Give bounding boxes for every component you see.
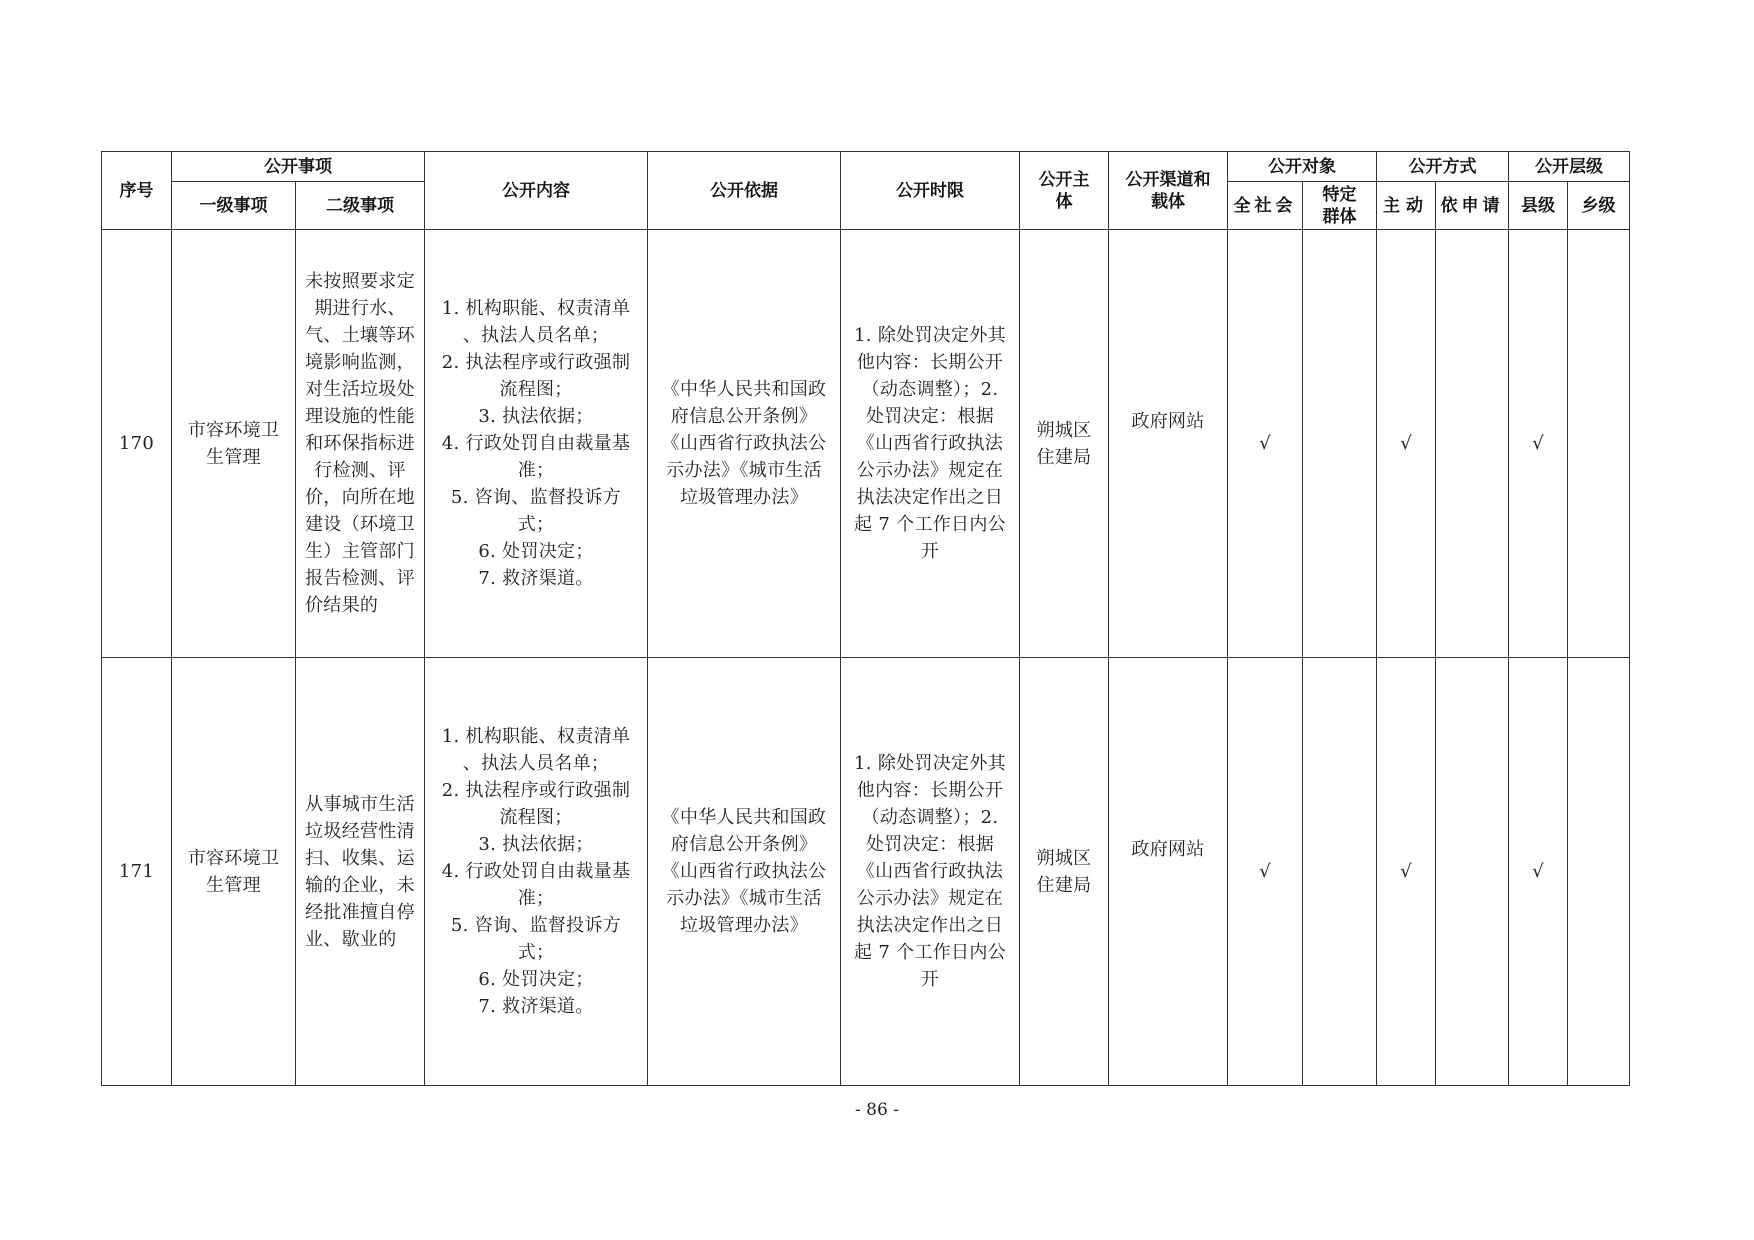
header-basis: 公开依据 xyxy=(648,152,841,230)
header-county: 县级 xyxy=(1509,182,1568,230)
cell-whole-society-check: √ xyxy=(1228,230,1303,658)
header-specific-group: 特定 群体 xyxy=(1303,182,1377,230)
header-level2: 二级事项 xyxy=(296,182,425,230)
cell-on-request-check xyxy=(1436,230,1509,658)
cell-seq: 171 xyxy=(102,658,172,1086)
cell-seq: 170 xyxy=(102,230,172,658)
cell-township-check xyxy=(1568,658,1630,1086)
table-row xyxy=(102,658,1630,1086)
header-items-group: 公开事项 xyxy=(172,152,425,182)
header-level1: 一级事项 xyxy=(172,182,296,230)
cell-specific-group-check xyxy=(1303,658,1377,1086)
disclosure-table xyxy=(101,151,1630,1086)
cell-county-check: √ xyxy=(1509,230,1568,658)
header-on-request: 依申请 xyxy=(1436,182,1509,230)
cell-whole-society-check: √ xyxy=(1228,658,1303,1086)
cell-channel: 政府网站 xyxy=(1109,230,1228,658)
cell-channel: 政府网站 xyxy=(1109,658,1228,1086)
table-row xyxy=(102,230,1630,658)
cell-active-check: √ xyxy=(1377,230,1436,658)
header-whole-society: 全社会 xyxy=(1228,182,1303,230)
cell-active-check: √ xyxy=(1377,658,1436,1086)
cell-township-check xyxy=(1568,230,1630,658)
cell-on-request-check xyxy=(1436,658,1509,1086)
header-audience-group: 公开对象 xyxy=(1228,152,1377,182)
header-seq: 序号 xyxy=(102,152,172,230)
cell-subject: 朔城区 住建局 xyxy=(1020,230,1109,658)
header-active: 主动 xyxy=(1377,182,1436,230)
header-subject: 公开主 体 xyxy=(1020,152,1109,230)
header-level-group: 公开层级 xyxy=(1509,152,1630,182)
page-number: - 86 - xyxy=(855,1100,899,1120)
header-channel: 公开渠道和 载体 xyxy=(1109,152,1228,230)
cell-level1: 市容环境卫 生管理 xyxy=(172,230,296,658)
cell-content: 1. 机构职能、权责清单 、执法人员名单； 2. 执法程序或行政强制 流程图； 3. 执法依据； 4. 行政处罚自由裁量基 准； 5. 咨询、监督投诉方 式； 6. 处罚决定； 7. 救济渠道。 xyxy=(425,230,648,658)
cell-level2: 从事城市生活垃圾经营性清扫、收集、运输的企业，未经批准擅自停业、歇业的 xyxy=(296,658,425,1086)
header-content: 公开内容 xyxy=(425,152,648,230)
cell-basis: 《中华人民共和国政府信息公开条例》《山西省行政执法公示办法》《城市生活垃圾管理办法》 xyxy=(648,230,841,658)
header-township: 乡级 xyxy=(1568,182,1630,230)
cell-time-limit: 1. 除处罚决定外其他内容：长期公开（动态调整）；2. 处罚决定：根据《山西省行政执法公示办法》规定在执法决定作出之日起 7 个工作日内公开 xyxy=(841,658,1020,1086)
cell-content: 1. 机构职能、权责清单 、执法人员名单； 2. 执法程序或行政强制 流程图； 3. 执法依据； 4. 行政处罚自由裁量基 准； 5. 咨询、监督投诉方 式； 6. 处罚决定； 7. 救济渠道。 xyxy=(425,658,648,1086)
cell-time-limit: 1. 除处罚决定外其他内容：长期公开（动态调整）；2. 处罚决定：根据《山西省行政执法公示办法》规定在执法决定作出之日起 7 个工作日内公开 xyxy=(841,230,1020,658)
header-time-limit: 公开时限 xyxy=(841,152,1020,230)
cell-level2: 未按照要求定期进行水、气、土壤等环境影响监测，对生活垃圾处理设施的性能和环保指标进行检测、评价，向所在地建设（环境卫生）主管部门报告检测、评价结果的 xyxy=(296,230,425,658)
cell-basis: 《中华人民共和国政府信息公开条例》《山西省行政执法公示办法》《城市生活垃圾管理办法》 xyxy=(648,658,841,1086)
cell-specific-group-check xyxy=(1303,230,1377,658)
header-method-group: 公开方式 xyxy=(1377,152,1509,182)
cell-subject: 朔城区 住建局 xyxy=(1020,658,1109,1086)
cell-level1: 市容环境卫 生管理 xyxy=(172,658,296,1086)
cell-county-check: √ xyxy=(1509,658,1568,1086)
